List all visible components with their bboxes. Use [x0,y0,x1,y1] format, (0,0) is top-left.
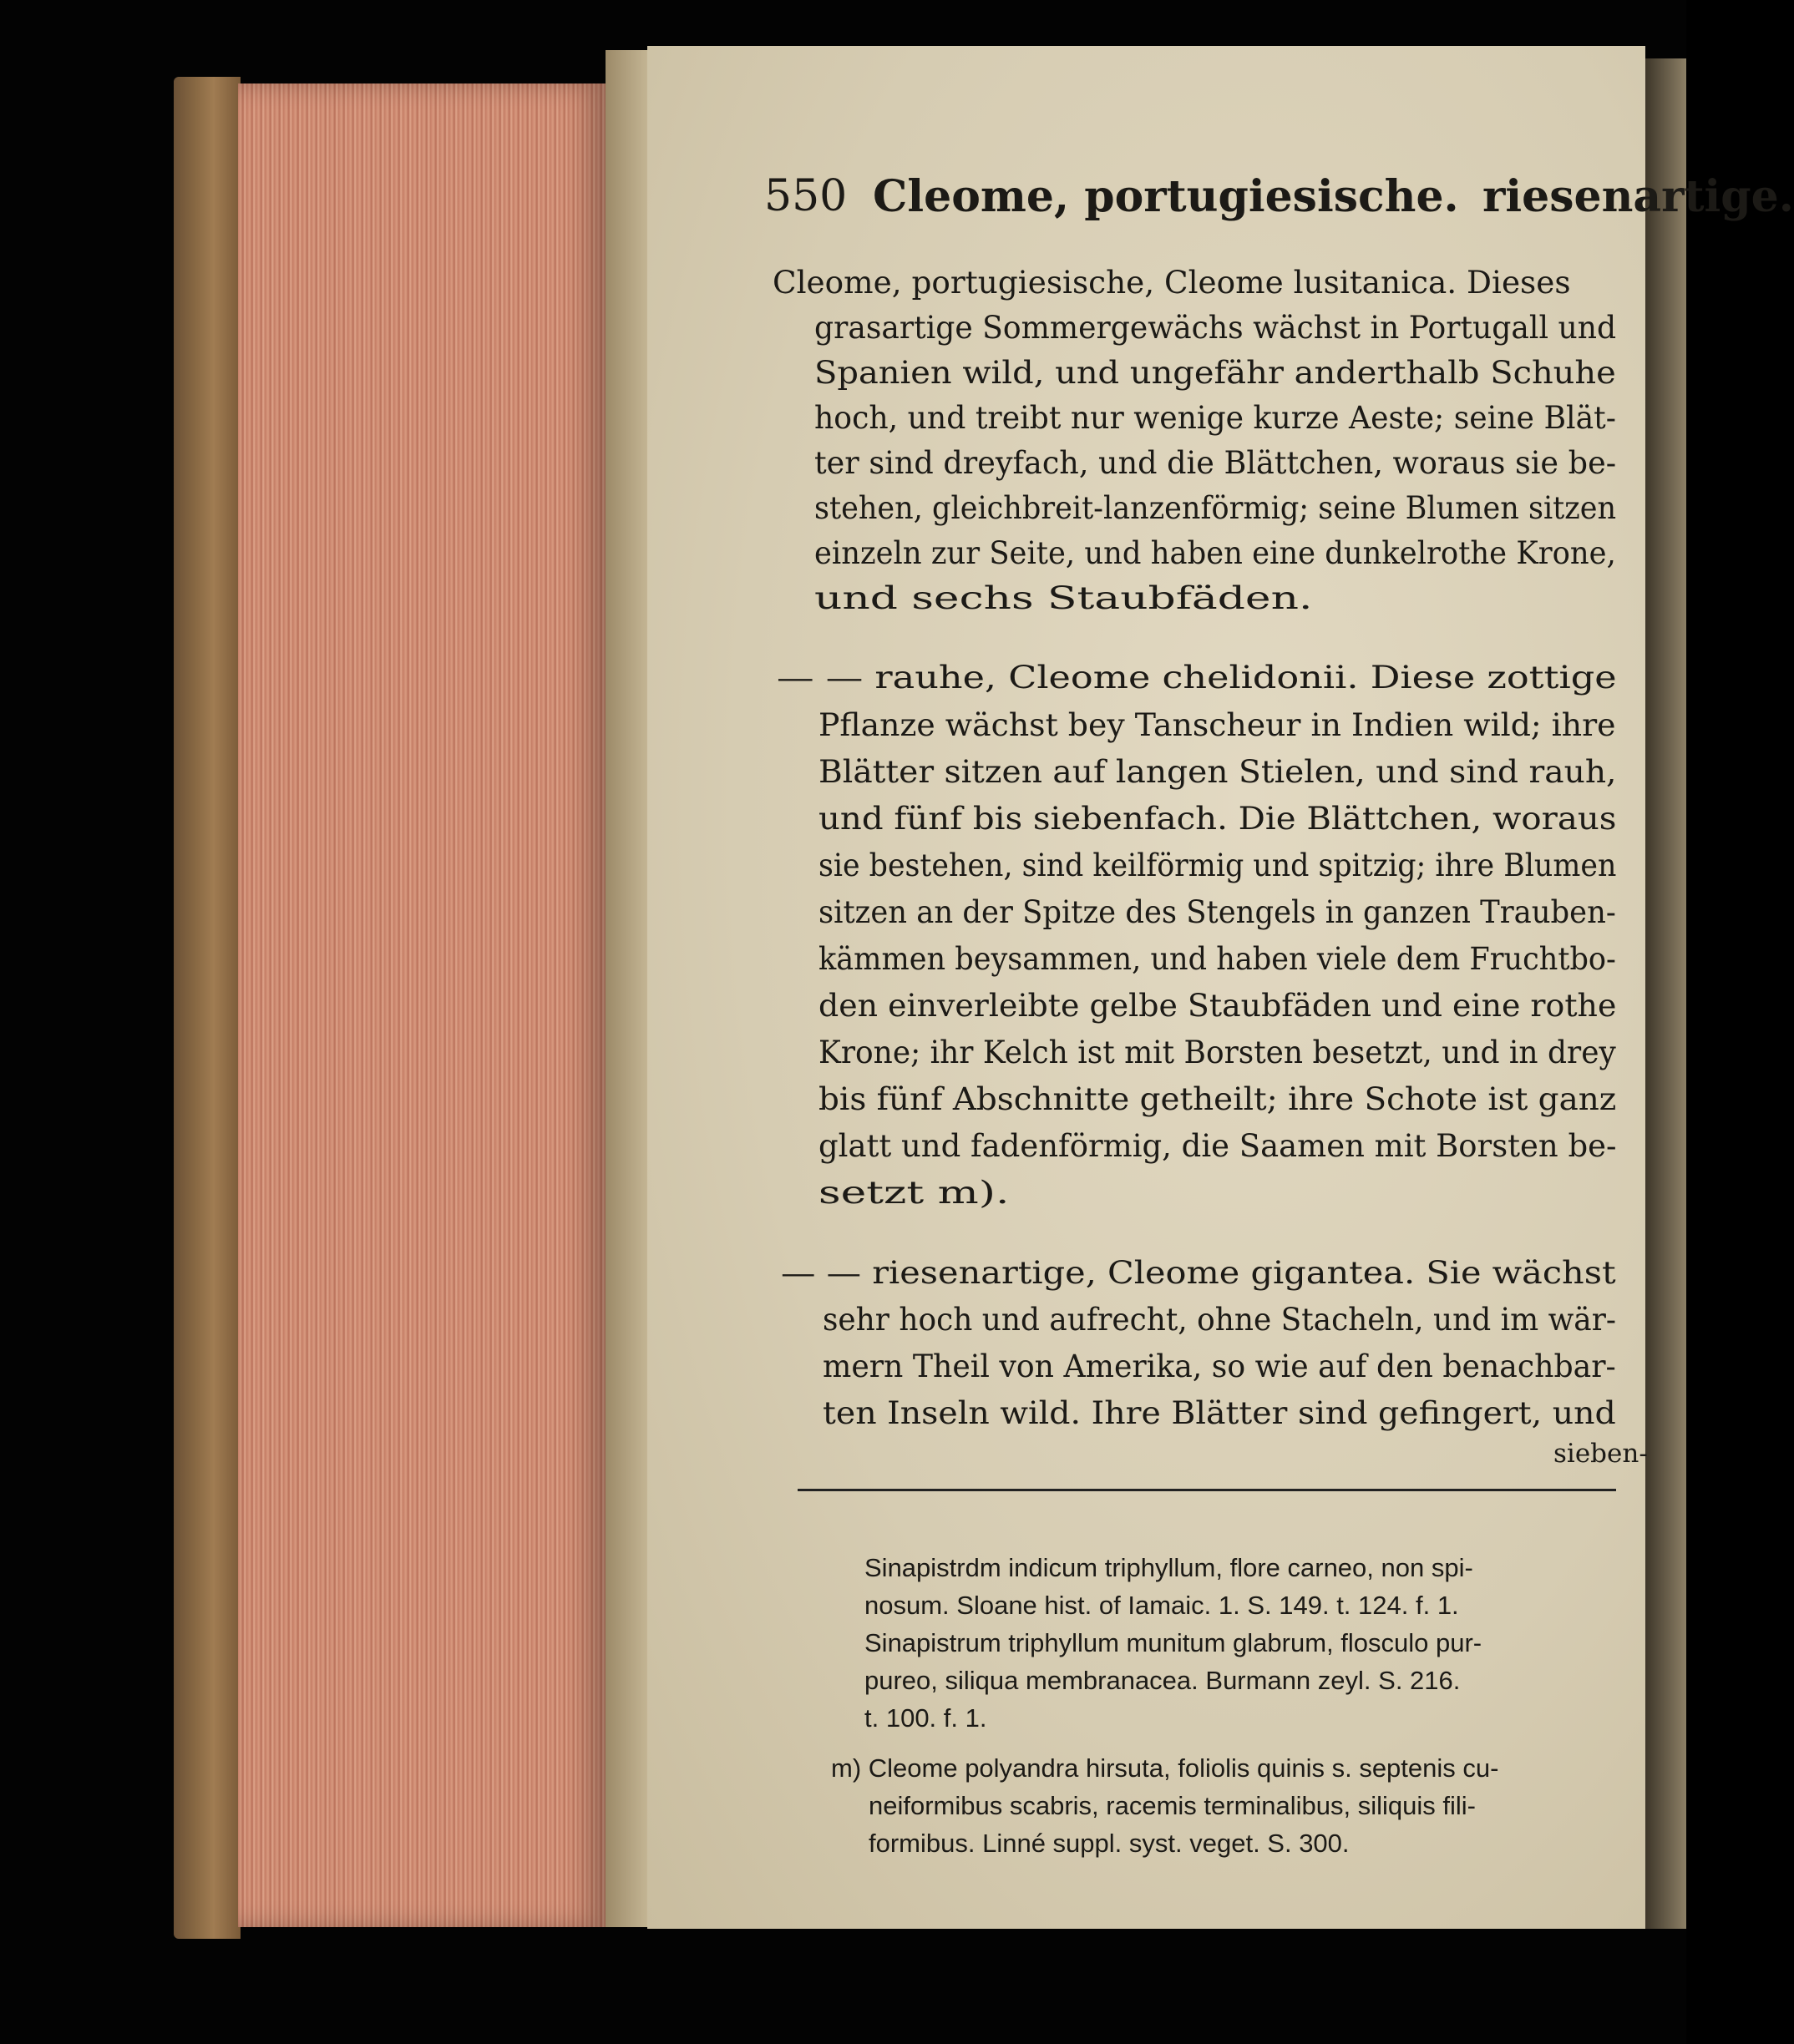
text-line: hoch, und treibt nur wenige kurze Aeste; seine Blät- [814,400,1616,436]
text-line: Krone; ihr Kelch ist mit Borsten besetzt, und in drey [818,1035,1616,1070]
text-line: ter sind dreyfach, und die Blättchen, woraus sie be- [814,445,1617,481]
text-line: Spanien wild, und ungefähr anderthalb Schuhe [814,355,1616,391]
text-line: den einverleibte gelbe Staubfäden und eine rothe [818,988,1617,1024]
footnote-line: Sinapistrdm indicum triphyllum, flore carneo, non spi- [864,1553,1473,1582]
text-line: und sechs Staubfäden. [814,580,1313,616]
text-line: Pflanze wächst bey Tanscheur in Indien wild; ihre [818,707,1616,743]
text-line: grasartige Sommergewächs wächst in Portugall und [814,310,1617,346]
footnote-line: formibus. Linné suppl. syst. veget. S. 300. [869,1829,1350,1858]
text-line: stehen, gleichbreit-lanzenförmig; seine Blumen sitzen [814,490,1617,526]
text-line: sitzen an der Spitze des Stengels in ganzen Trauben- [818,894,1616,930]
footnote-line: Sinapistrum triphyllum munitum glabrum, flosculo pur- [864,1628,1482,1657]
facing-page-edge [1644,58,1686,1929]
text-line: — — riesenartige, Cleome gigantea. Sie wächst [781,1255,1616,1291]
footnote-line: neiformibus scabris, racemis terminalibus, siliquis fili- [869,1791,1476,1820]
book-cover-edge [174,77,241,1939]
text-line: sie bestehen, sind keilförmig und spitzig; ihre Blumen [818,847,1617,883]
text-line: kämmen beysammen, und haben viele dem Fruchtbo- [818,941,1616,977]
text-line: Blätter sitzen auf langen Stielen, und sind rauh, [818,754,1617,790]
footnote-line: t. 100. f. 1. [864,1703,987,1733]
text-line: sehr hoch und aufrecht, ohne Stacheln, und im wär- [823,1302,1617,1338]
footnote-line: pureo, siliqua membranacea. Burmann zeyl. S. 216. [864,1666,1461,1695]
catchword: sieben- [1553,1439,1648,1469]
text-line: bis fünf Abschnitte getheilt; ihre Schote ist ganz [818,1081,1617,1117]
book-page [647,46,1794,1929]
footnote-line: m) Cleome polyandra hirsuta, foliolis quinis s. septenis cu- [831,1753,1499,1783]
text-line: einzeln zur Seite, und haben eine dunkelrothe Krone, [814,535,1616,571]
page-number: 550 [764,171,848,221]
footnote-rule [798,1489,1616,1491]
header-title-left: Cleome, portugiesische. [873,171,1459,222]
text-line: setzt m). [818,1175,1010,1211]
text-line: mern Theil von Amerika, so wie auf den benachbar- [823,1348,1616,1384]
page-edges-stack [238,83,606,1927]
text-line: glatt und fadenförmig, die Saamen mit Borsten be- [818,1128,1617,1164]
footnote-line: nosum. Sloane hist. of Iamaic. 1. S. 149. t. 124. f. 1. [864,1591,1459,1620]
text-line: und fünf bis siebenfach. Die Blättchen, woraus [818,801,1617,837]
text-line: — — rauhe, Cleome chelidonii. Diese zottige [777,660,1617,696]
text-line: ten Inseln wild. Ihre Blätter sind gefingert, und [823,1395,1616,1431]
header-title-right: riesenartige. [1482,171,1794,222]
text-line: Cleome, portugiesische, Cleome lusitanica. Dieses [773,265,1571,301]
